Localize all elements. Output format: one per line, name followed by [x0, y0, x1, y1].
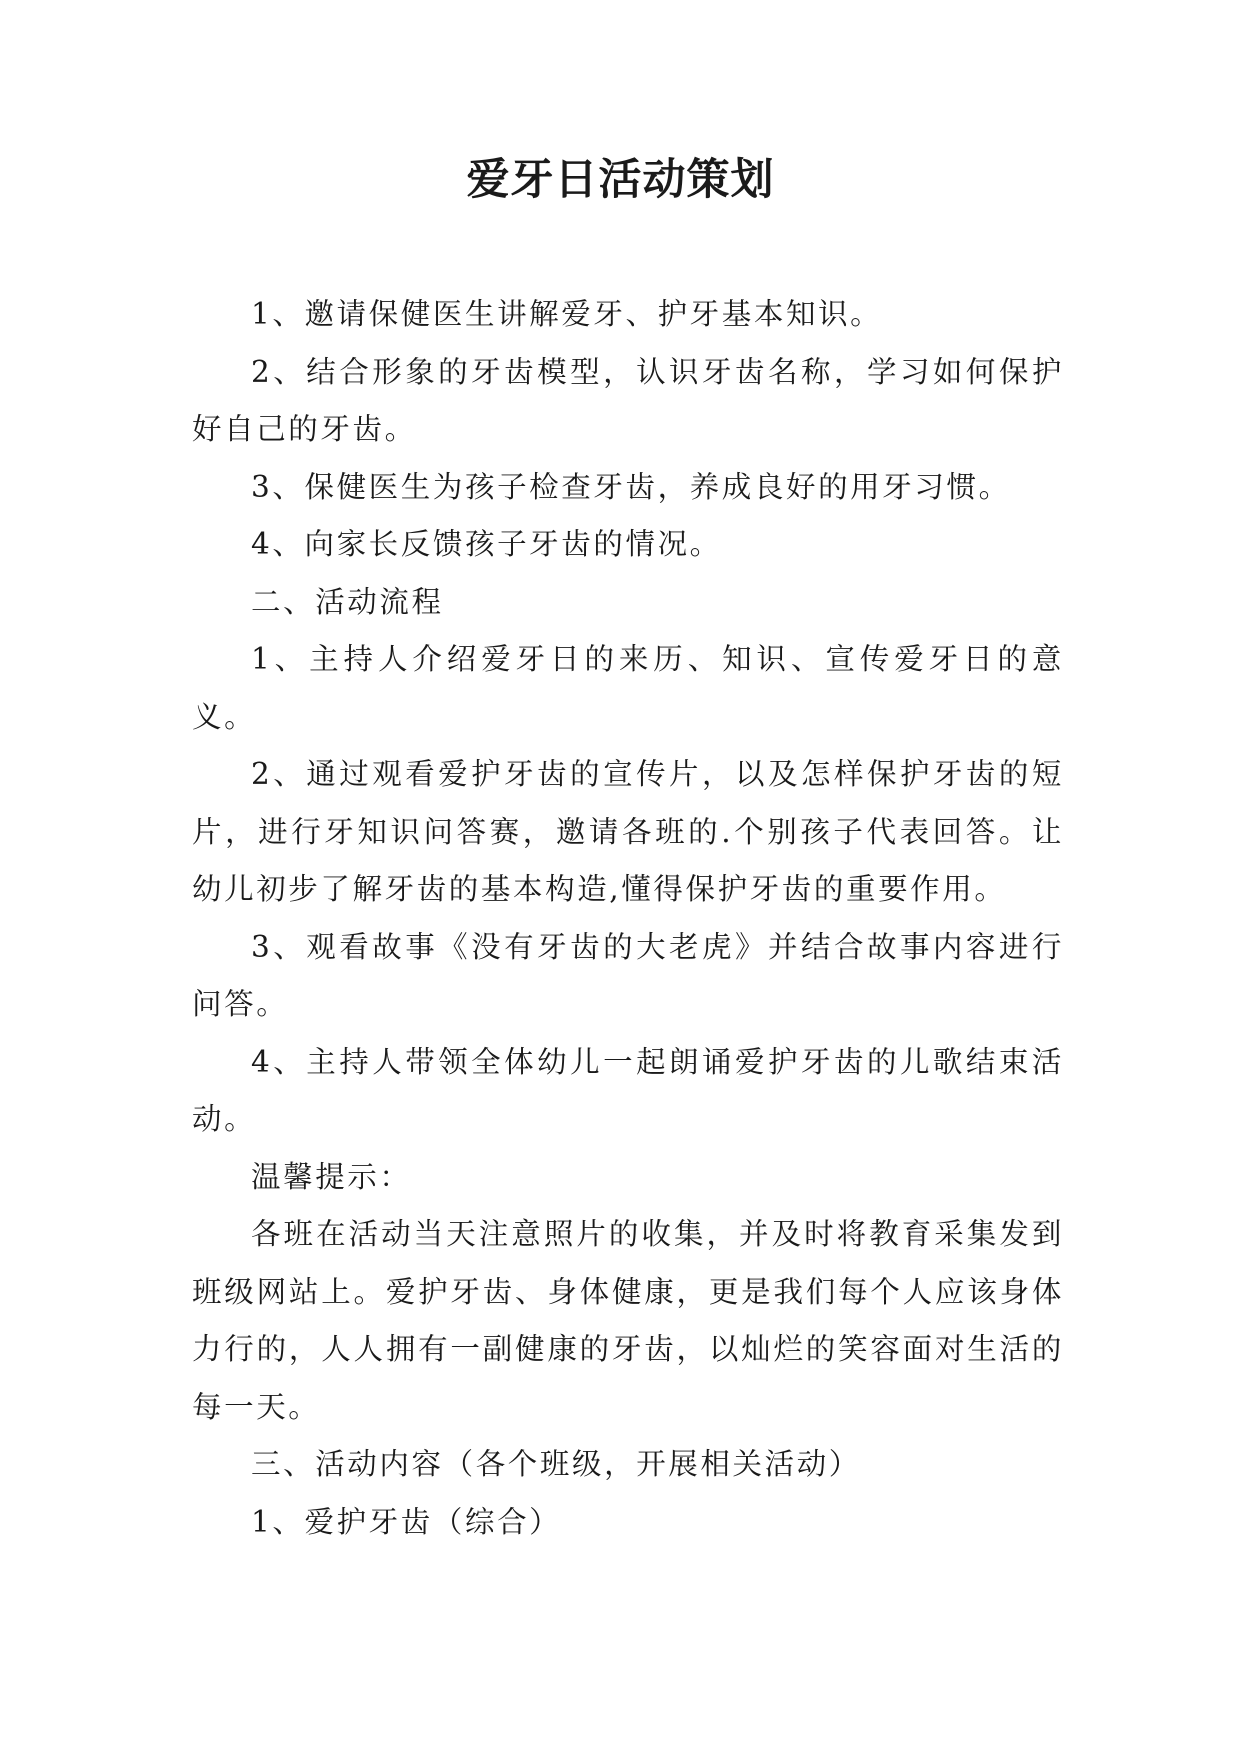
paragraph-parent-feedback: 4、向家长反馈孩子牙齿的情况。	[251, 527, 722, 561]
paragraph-nursery-rhyme: 4、主持人带领全体幼儿一起朗诵爱护牙齿的儿歌结束活动。	[192, 1044, 1064, 1136]
section-heading-tips: 温馨提示：	[251, 1159, 412, 1194]
paragraph-teeth-checkup: 3、保健医生为孩子检查牙齿，养成良好的用牙习惯。	[251, 469, 1011, 504]
paragraph-promo-video-quiz: 2、通过观看爱护牙齿的宣传片，以及怎样保护牙齿的短片，进行牙知识问答赛，邀请各班的.个别孩子代表回答。让幼儿初步了解牙齿的基本构造,懂得保护牙齿的重要作用。	[192, 757, 1064, 906]
document-title: 爱牙日活动策划	[466, 155, 775, 205]
paragraph-tips-content: 各班在活动当天注意照片的收集，并及时将教育采集发到班级网站上。爱护牙齿、身体健康，更是我们每个人应该身体力行的，人人拥有一副健康的牙齿，以灿烂的笑容面对生活的每一天。	[192, 1217, 1064, 1424]
paragraph-invite-doctor: 1、邀请保健医生讲解爱牙、护牙基本知识。	[251, 297, 883, 331]
paragraph-protect-teeth: 1、爱护牙齿（综合）	[251, 1504, 562, 1539]
paragraph-teeth-model: 2、结合形象的牙齿模型，认识牙齿名称，学习如何保护好自己的牙齿。	[192, 354, 1064, 446]
document-body	[192, 286, 1064, 1551]
paragraph-story-watching: 3、观看故事《没有牙齿的大老虎》并结合故事内容进行问答。	[192, 929, 1064, 1021]
paragraph-host-introduction: 1、主持人介绍爱牙日的来历、知识、宣传爱牙日的意义。	[192, 642, 1064, 734]
section-heading-activity-process: 二、活动流程	[251, 584, 444, 619]
section-heading-activity-content: 三、活动内容（各个班级，开展相关活动）	[251, 1447, 861, 1481]
